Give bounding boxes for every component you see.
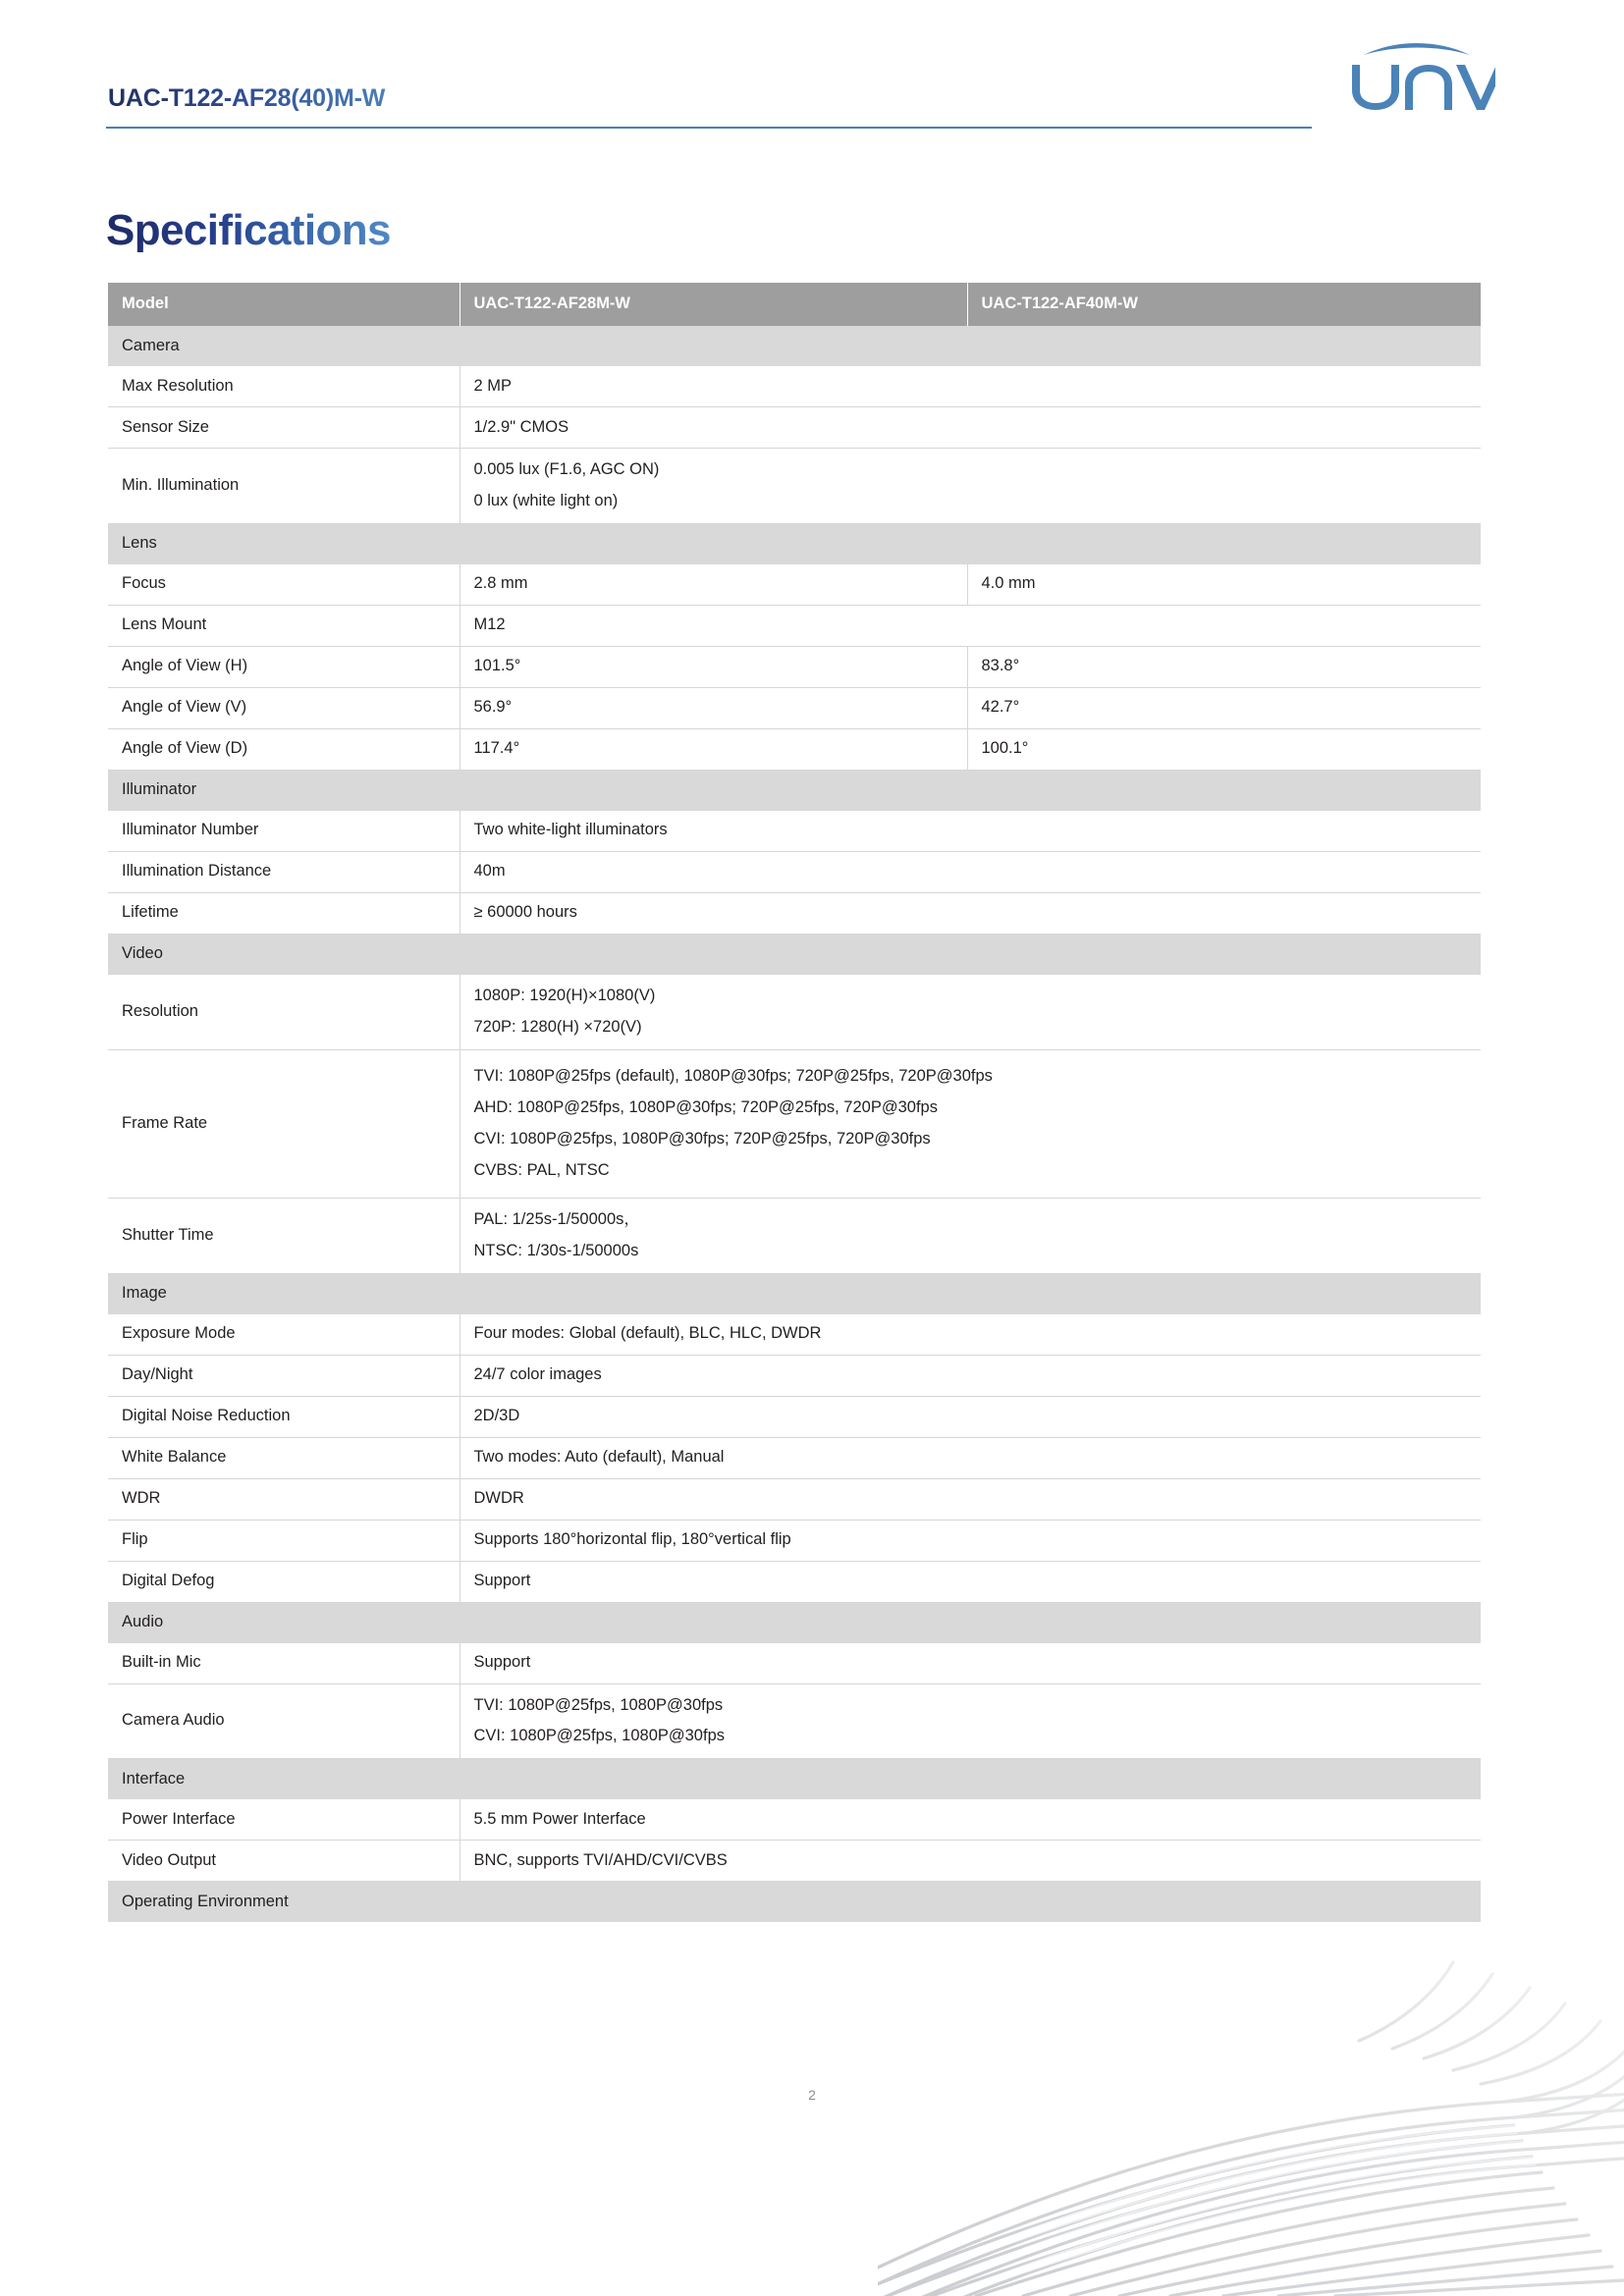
row-value-line: CVI: 1080P@25fps, 1080P@30fps; 720P@25fps, 720P@30fps [473,1129,931,1148]
row-value-line: PAL: 1/25s-1/50000s， [473,1209,640,1228]
row-value: Support [460,1643,1481,1684]
row-value-lines [474,449,1468,523]
table-row [108,1643,1481,1684]
row-label: Min. Illumination [108,449,460,524]
row-value: M12 [460,605,1481,646]
row-label: Digital Defog [108,1561,460,1602]
row-value-line: CVBS: PAL, NTSC [473,1160,610,1179]
row-label: Sensor Size [108,407,460,449]
section-label: Interface [108,1759,1481,1800]
table-row [108,851,1481,892]
section-label: Lens [108,523,1481,564]
row-label: Angle of View (V) [108,687,460,728]
row-label: Video Output [108,1841,460,1882]
row-value-lines [474,1684,1468,1759]
table-section-row [108,326,1481,366]
row-value-lines [474,1199,1468,1273]
row-label: Day/Night [108,1355,460,1396]
row-label: Flip [108,1520,460,1561]
table-row [108,605,1481,646]
page-title: Specifications [106,206,391,254]
row-label: Lens Mount [108,605,460,646]
row-value-line: 0 lux (white light on) [473,491,619,509]
specifications-table-body [108,283,1481,1922]
table-header-cell: UAC-T122-AF28M-W [460,283,967,326]
unv-logo [1338,41,1495,112]
row-value-line: CVI: 1080P@25fps, 1080P@30fps [473,1727,725,1745]
specifications-table [108,283,1481,1922]
row-value-model-2: 4.0 mm [967,564,1481,606]
row-value: 1/2.9" CMOS [460,407,1481,449]
row-value [460,1198,1481,1273]
row-label: Illumination Distance [108,851,460,892]
header-rule-divider [106,127,1312,129]
row-value [460,1683,1481,1759]
table-section-row [108,1759,1481,1800]
row-value-model-2: 100.1° [967,728,1481,770]
row-label: Angle of View (D) [108,728,460,770]
row-value-model-1: 117.4° [460,728,967,770]
row-value: DWDR [460,1478,1481,1520]
row-value [460,1049,1481,1198]
row-value-model-1: 2.8 mm [460,564,967,606]
row-value-model-2: 42.7° [967,687,1481,728]
table-row [108,728,1481,770]
row-label: WDR [108,1478,460,1520]
row-value [460,449,1481,524]
row-value-model-1: 56.9° [460,687,967,728]
table-row [108,811,1481,852]
row-value-line: NTSC: 1/30s-1/50000s [473,1241,639,1259]
section-label: Illuminator [108,770,1481,811]
table-row [108,1355,1481,1396]
row-value: Four modes: Global (default), BLC, HLC, DWDR [460,1314,1481,1356]
row-value-line: 0.005 lux (F1.6, AGC ON) [473,460,660,478]
row-value: 40m [460,851,1481,892]
table-header-row [108,283,1481,326]
table-row [108,1561,1481,1602]
table-row [108,1437,1481,1478]
table-section-row [108,1882,1481,1923]
row-label: Power Interface [108,1799,460,1841]
row-label: Angle of View (H) [108,646,460,687]
row-value: Two modes: Auto (default), Manual [460,1437,1481,1478]
table-row [108,1799,1481,1841]
table-row [108,407,1481,449]
row-label: Shutter Time [108,1198,460,1273]
row-label: Illuminator Number [108,811,460,852]
table-row [108,1396,1481,1437]
table-header-cell: Model [108,283,460,326]
table-section-row [108,934,1481,975]
table-row [108,646,1481,687]
row-value: Two white-light illuminators [460,811,1481,852]
table-row [108,892,1481,934]
table-row [108,449,1481,524]
table-row [108,1314,1481,1356]
table-section-row [108,770,1481,811]
row-value-line: 720P: 1280(H) ×720(V) [473,1017,642,1036]
table-row [108,975,1481,1049]
row-value-line: 1080P: 1920(H)×1080(V) [473,986,656,1004]
row-label: White Balance [108,1437,460,1478]
row-label: Lifetime [108,892,460,934]
table-row [108,1683,1481,1759]
row-value-model-2: 83.8° [967,646,1481,687]
row-label: Max Resolution [108,366,460,407]
row-value: 2D/3D [460,1396,1481,1437]
row-value: 5.5 mm Power Interface [460,1799,1481,1841]
table-row [108,1520,1481,1561]
table-row [108,1049,1481,1198]
page-header [0,0,1624,147]
row-value [460,975,1481,1049]
row-value: ≥ 60000 hours [460,892,1481,934]
row-label: Resolution [108,975,460,1049]
row-value-line: TVI: 1080P@25fps (default), 1080P@30fps; 720P@25fps, 720P@30fps [473,1066,993,1085]
row-value-lines [474,1061,1468,1187]
decorative-wave-pattern [878,1874,1624,2296]
row-value: Supports 180°horizontal flip, 180°vertical flip [460,1520,1481,1561]
row-label: Digital Noise Reduction [108,1396,460,1437]
table-row [108,1841,1481,1882]
section-label: Audio [108,1602,1481,1643]
table-row [108,564,1481,606]
row-value-model-1: 101.5° [460,646,967,687]
section-label: Image [108,1273,1481,1314]
row-label: Exposure Mode [108,1314,460,1356]
section-label: Operating Environment [108,1882,1481,1923]
table-row [108,366,1481,407]
row-label: Frame Rate [108,1049,460,1198]
row-label: Built-in Mic [108,1643,460,1684]
table-section-row [108,1273,1481,1314]
table-row [108,1478,1481,1520]
document-model-title: UAC-T122-AF28(40)M-W [108,84,386,112]
table-row [108,687,1481,728]
row-label: Focus [108,564,460,606]
row-value-line: TVI: 1080P@25fps, 1080P@30fps [473,1695,724,1714]
table-section-row [108,1602,1481,1643]
row-value-line: AHD: 1080P@25fps, 1080P@30fps; 720P@25fps, 720P@30fps [473,1097,938,1116]
row-value: BNC, supports TVI/AHD/CVI/CVBS [460,1841,1481,1882]
table-section-row [108,523,1481,564]
row-value-lines [474,975,1468,1049]
section-label: Camera [108,326,1481,366]
section-label: Video [108,934,1481,975]
row-label: Camera Audio [108,1683,460,1759]
row-value: Support [460,1561,1481,1602]
row-value: 2 MP [460,366,1481,407]
table-row [108,1198,1481,1273]
row-value: 24/7 color images [460,1355,1481,1396]
page-number: 2 [808,2087,816,2103]
table-header-cell: UAC-T122-AF40M-W [967,283,1481,326]
